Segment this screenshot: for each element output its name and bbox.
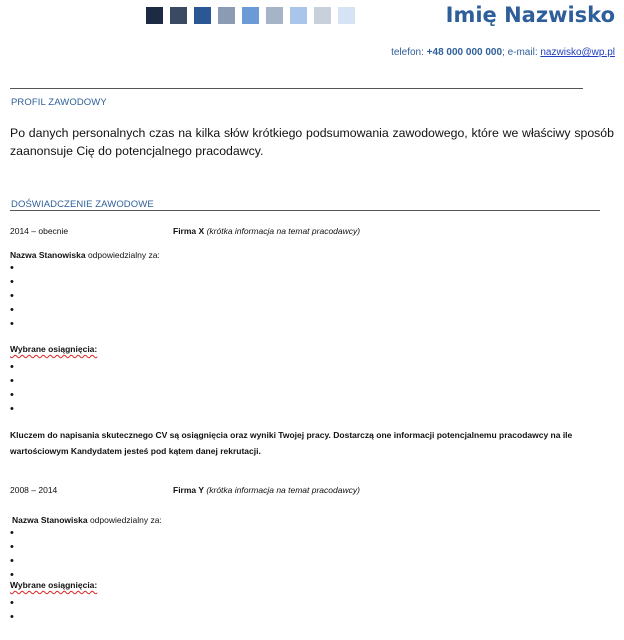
list-item: [10, 596, 14, 610]
employer-name: Firma X: [173, 226, 205, 236]
color-swatch: [338, 7, 355, 24]
achievements-list: [10, 596, 14, 624]
position-name: Nazwa Stanowiska: [12, 515, 88, 525]
email-label: ; e-mail:: [502, 47, 541, 58]
responsibility-label: odpowiedzialny za:: [87, 515, 162, 525]
list-item: [10, 289, 14, 303]
color-swatch: [290, 7, 307, 24]
color-swatch: [266, 7, 283, 24]
employer-note: (krótka informacja na temat pracodawcy): [206, 226, 361, 236]
profile-summary: Po danych personalnych czas na kilka słów krótkiego podsumowania zawodowego, które we właściwy sposób zaanonsuje Cię do potencjalnego pracodawcy.: [10, 126, 614, 158]
list-item: [10, 317, 14, 331]
experience-divider: [10, 210, 600, 211]
phone-number: +48 000 000 000: [426, 47, 503, 58]
color-swatch: [218, 7, 235, 24]
list-item: [10, 540, 14, 554]
list-item: [10, 261, 14, 275]
contact-line: [391, 47, 615, 58]
job-dates: 2014 – obecnie: [10, 226, 69, 236]
color-swatch: [314, 7, 331, 24]
color-swatch: [194, 7, 211, 24]
responsibilities-list: [10, 261, 14, 331]
employer-note: (krótka informacja na temat pracodawcy): [206, 485, 360, 495]
responsibilities-list: [10, 526, 14, 582]
achievements-label: Wybrane osiągnięcia:: [10, 344, 98, 354]
list-item: [10, 526, 14, 540]
phone-label: telefon:: [391, 47, 427, 58]
color-swatch: [242, 7, 259, 24]
list-item: [10, 402, 14, 416]
list-item: [10, 374, 14, 388]
achievements-label: Wybrane osiągnięcia:: [10, 580, 98, 590]
color-swatch-strip: [146, 7, 355, 24]
list-item: [10, 388, 14, 402]
position-line: [12, 515, 162, 525]
email-link[interactable]: nazwisko@wp.pl: [540, 47, 615, 58]
achievements-list: [10, 360, 14, 416]
cv-tip-note: Kluczem do napisania skutecznego CV są osiągnięcia oraz wyniki Twojej pracy. Dostarczą one informacji potencjalnemu pracodawcy na ile wartościowym Kandydatem jesteś pod kątem danej rekrutacji.: [10, 430, 573, 456]
list-item: [10, 275, 14, 289]
color-swatch: [170, 7, 187, 24]
list-item: [10, 303, 14, 317]
job-dates: 2008 – 2014: [10, 485, 58, 495]
employer-name: Firma Y: [173, 485, 205, 495]
section-title-profile: PROFIL ZAWODOWY: [11, 97, 107, 108]
position-name: Nazwa Stanowiska: [10, 250, 86, 260]
responsibility-label: odpowiedzialny za:: [85, 250, 160, 260]
list-item: [10, 360, 14, 374]
candidate-name: Imię Nazwisko: [445, 3, 615, 27]
list-item: [10, 554, 14, 568]
header-divider: [10, 88, 583, 89]
job-employer: [173, 226, 360, 236]
list-item: [10, 610, 14, 624]
position-line: [10, 250, 160, 260]
job-employer: [173, 485, 360, 495]
section-title-experience: DOŚWIADCZENIE ZAWODOWE: [11, 199, 154, 210]
color-swatch: [146, 7, 163, 24]
